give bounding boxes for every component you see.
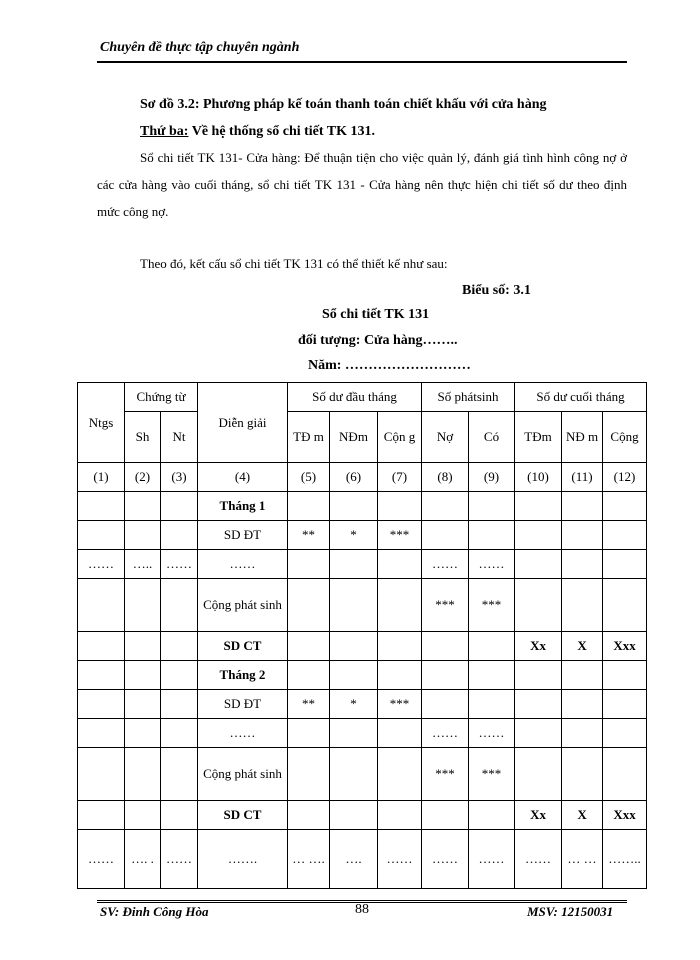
table-cell: [161, 521, 198, 550]
table-row: [78, 579, 647, 632]
table-cell: [161, 492, 198, 521]
table-cell: [78, 492, 125, 521]
index-cell: (9): [469, 463, 515, 492]
table-cell: ***: [378, 690, 422, 719]
table-cell: Cộng phát sinh: [198, 748, 288, 801]
table-cell: [603, 690, 647, 719]
table-cell: [515, 661, 562, 690]
table-cell: [125, 579, 161, 632]
table-cell: [378, 661, 422, 690]
header-cong-dau: Cộn g: [378, 412, 422, 463]
table-cell: [288, 579, 330, 632]
header-dien-giai: Diễn giải: [198, 383, 288, 463]
table-cell: ……: [161, 830, 198, 889]
table-cell: [562, 690, 603, 719]
table-cell: [562, 521, 603, 550]
section-text: Về hệ thống sổ chi tiết TK 131.: [191, 124, 376, 139]
table-cell: [330, 719, 378, 748]
table-cell: [562, 661, 603, 690]
table-cell: [161, 632, 198, 661]
table-cell: [469, 690, 515, 719]
table-row: [78, 690, 647, 719]
table-cell: ……..: [603, 830, 647, 889]
table-cell: [161, 661, 198, 690]
table-cell: [125, 632, 161, 661]
table-cell: ……: [78, 830, 125, 889]
table-cell: [288, 748, 330, 801]
table-cell: Xxx: [603, 801, 647, 830]
table-cell: [469, 801, 515, 830]
table-cell: [469, 521, 515, 550]
table-cell: [603, 661, 647, 690]
header-chung-tu: Chứng từ: [125, 383, 198, 412]
table-cell: *: [330, 521, 378, 550]
table-cell: [515, 550, 562, 579]
header-co: Có: [469, 412, 515, 463]
header-so-du-cuoi: Số dư cuối tháng: [515, 383, 647, 412]
table-cell: [515, 748, 562, 801]
table-cell: ……: [378, 830, 422, 889]
table-cell: [161, 748, 198, 801]
table-cell: [603, 579, 647, 632]
table-cell: [125, 661, 161, 690]
table-cell: [125, 719, 161, 748]
table-cell: [288, 550, 330, 579]
header-tdm: TĐ m: [288, 412, 330, 463]
table-cell: **: [288, 690, 330, 719]
table-cell: [378, 632, 422, 661]
table-cell: [469, 632, 515, 661]
ledger-table: [77, 382, 647, 889]
table-cell: ***: [422, 748, 469, 801]
table-cell: [125, 748, 161, 801]
table-cell: ……: [161, 550, 198, 579]
table-cell: [603, 748, 647, 801]
table-cell: [422, 661, 469, 690]
index-cell: (4): [198, 463, 288, 492]
header-ndm: NĐm: [330, 412, 378, 463]
index-cell: (1): [78, 463, 125, 492]
table-cell: SD ĐT: [198, 690, 288, 719]
table-cell: ……: [422, 830, 469, 889]
table-cell: [422, 492, 469, 521]
footer-msv: MSV: 12150031: [527, 904, 614, 919]
ledger-body: [78, 492, 647, 889]
table-cell: X: [562, 632, 603, 661]
table-cell: ……: [422, 550, 469, 579]
table-cell: ……: [422, 719, 469, 748]
table-cell: ***: [378, 521, 422, 550]
table-row: [78, 492, 647, 521]
table-cell: Tháng 1: [198, 492, 288, 521]
page-number: 88: [355, 902, 369, 917]
table-cell: SD CT: [198, 801, 288, 830]
table-cell: [78, 661, 125, 690]
table-cell: [469, 492, 515, 521]
header-so-phat-sinh: Số phátsinh: [422, 383, 515, 412]
table-cell: [78, 632, 125, 661]
table-cell: ….: [330, 830, 378, 889]
table-cell: [330, 550, 378, 579]
table-cell: [161, 579, 198, 632]
table-cell: ***: [422, 579, 469, 632]
table-cell: [515, 719, 562, 748]
intro-line: Theo đó, kết cấu sổ chi tiết TK 131 có thể thiết kế như sau:: [140, 256, 448, 271]
table-cell: … ….: [288, 830, 330, 889]
index-cell: (7): [378, 463, 422, 492]
table-cell: [378, 492, 422, 521]
table-cell: ……: [515, 830, 562, 889]
table-cell: …….: [198, 830, 288, 889]
table-cell: Xx: [515, 632, 562, 661]
index-cell: (12): [603, 463, 647, 492]
index-cell: (11): [562, 463, 603, 492]
header-nt: Nt: [161, 412, 198, 463]
ledger-title: Sổ chi tiết TK 131: [322, 307, 430, 322]
table-cell: [562, 492, 603, 521]
table-cell: [562, 579, 603, 632]
table-cell: [515, 690, 562, 719]
header-ndm-cuoi: NĐ m: [562, 412, 603, 463]
table-cell: [330, 579, 378, 632]
table-cell: ……: [469, 719, 515, 748]
table-cell: [125, 690, 161, 719]
table-cell: [422, 690, 469, 719]
table-cell: [330, 632, 378, 661]
table-cell: Xxx: [603, 632, 647, 661]
table-cell: [330, 801, 378, 830]
table-cell: [378, 550, 422, 579]
table-cell: X: [562, 801, 603, 830]
table-cell: [78, 748, 125, 801]
diagram-caption: Sơ đồ 3.2: Phương pháp kế toán thanh toán chiết khấu với cửa hàng: [140, 97, 547, 112]
table-row: [78, 550, 647, 579]
table-cell: ***: [469, 748, 515, 801]
table-cell: [603, 719, 647, 748]
form-number: Biểu số: 3.1: [462, 283, 531, 298]
table-cell: [78, 719, 125, 748]
table-cell: [378, 801, 422, 830]
table-cell: [378, 719, 422, 748]
header-so-du-dau: Số dư đầu tháng: [288, 383, 422, 412]
table-cell: Xx: [515, 801, 562, 830]
table-cell: [288, 632, 330, 661]
table-cell: [330, 748, 378, 801]
table-row: [78, 661, 647, 690]
table-cell: ……: [469, 830, 515, 889]
table-row: [78, 801, 647, 830]
section-label: Thứ ba:: [140, 124, 189, 139]
table-cell: *: [330, 690, 378, 719]
table-row: [78, 521, 647, 550]
table-cell: ……: [198, 719, 288, 748]
table-cell: [125, 492, 161, 521]
table-cell: [603, 521, 647, 550]
table-cell: [161, 801, 198, 830]
footer-student: SV: Đinh Công Hòa: [100, 904, 209, 919]
section-heading: [140, 124, 375, 140]
ledger-year: Năm: ………………………: [308, 358, 471, 373]
table-cell: Cộng phát sinh: [198, 579, 288, 632]
index-cell: (2): [125, 463, 161, 492]
index-cell: (8): [422, 463, 469, 492]
table-cell: [515, 521, 562, 550]
table-cell: [125, 801, 161, 830]
table-cell: [515, 579, 562, 632]
body-paragraph: [97, 144, 627, 225]
table-cell: [288, 719, 330, 748]
ledger-subject: đối tượng: Cửa hàng……..: [298, 333, 458, 348]
table-cell: [562, 550, 603, 579]
index-row: [78, 463, 647, 492]
table-row: [78, 830, 647, 889]
table-cell: [378, 748, 422, 801]
table-cell: [161, 690, 198, 719]
table-cell: SD ĐT: [198, 521, 288, 550]
table-cell: **: [288, 521, 330, 550]
table-cell: SD CT: [198, 632, 288, 661]
index-cell: (6): [330, 463, 378, 492]
table-cell: [515, 492, 562, 521]
table-cell: [78, 579, 125, 632]
table-cell: [562, 748, 603, 801]
table-cell: ……: [469, 550, 515, 579]
table-cell: …. .: [125, 830, 161, 889]
table-cell: [125, 521, 161, 550]
paragraph-text: Sổ chi tiết TK 131- Cửa hàng: Để thuận tiện cho việc quản lý, đánh giá tình hình công nợ ở các cửa hàng vào cuối tháng, sổ chi tiết TK 131 - Cửa hàng nên thực hiện chi tiết số dư theo định mức công nợ.: [97, 150, 627, 219]
header-rule: [97, 61, 627, 63]
table-cell: Tháng 2: [198, 661, 288, 690]
table-cell: ……: [198, 550, 288, 579]
table-cell: ***: [469, 579, 515, 632]
table-cell: [330, 661, 378, 690]
table-cell: [288, 661, 330, 690]
table-cell: [422, 632, 469, 661]
page-header-title: Chuyên đề thực tập chuyên ngành: [100, 40, 300, 55]
table-cell: [469, 661, 515, 690]
table-cell: [78, 801, 125, 830]
header-cong-cuoi: Cộng: [603, 412, 647, 463]
header-no: Nợ: [422, 412, 469, 463]
table-cell: [330, 492, 378, 521]
table-cell: [288, 801, 330, 830]
table-cell: ……: [78, 550, 125, 579]
header-sh: Sh: [125, 412, 161, 463]
index-cell: (3): [161, 463, 198, 492]
table-cell: [78, 521, 125, 550]
table-row: [78, 632, 647, 661]
table-cell: [562, 719, 603, 748]
table-cell: [288, 492, 330, 521]
table-cell: [78, 690, 125, 719]
table-cell: [603, 550, 647, 579]
table-cell: [422, 801, 469, 830]
header-tdm-cuoi: TĐm: [515, 412, 562, 463]
index-cell: (10): [515, 463, 562, 492]
table-row: [78, 748, 647, 801]
table-row: [78, 719, 647, 748]
table-cell: [161, 719, 198, 748]
table-cell: … …: [562, 830, 603, 889]
index-cell: (5): [288, 463, 330, 492]
header-ntgs: Ntgs: [78, 383, 125, 463]
table-cell: [422, 521, 469, 550]
table-cell: …..: [125, 550, 161, 579]
table-cell: [603, 492, 647, 521]
table-cell: [378, 579, 422, 632]
